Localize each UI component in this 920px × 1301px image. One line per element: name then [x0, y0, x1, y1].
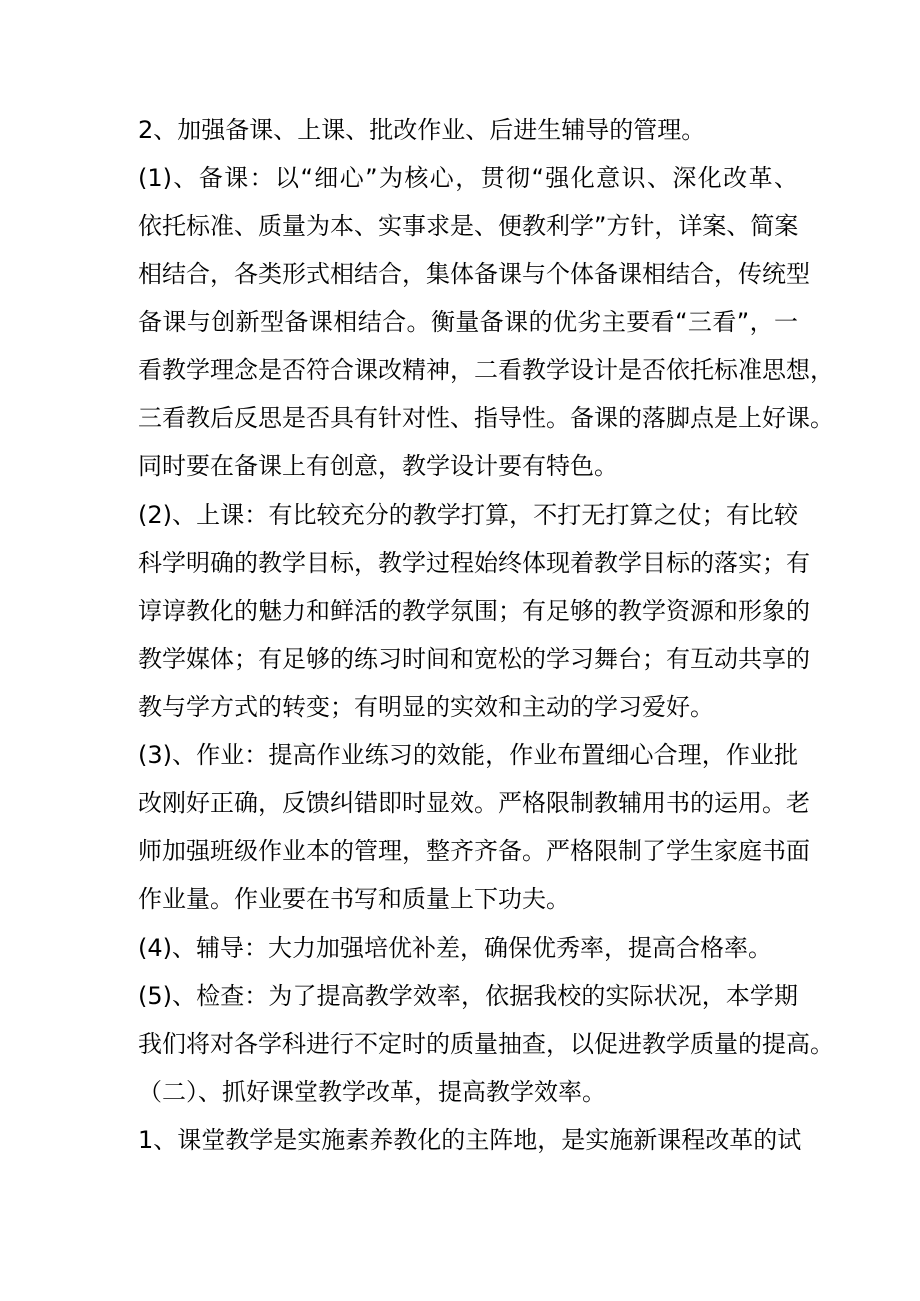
paragraph-line: 教与学方式的转变；有明显的实效和主动的学习爱好。 — [138, 693, 714, 721]
paragraph-line: (4)、辅导：大力加强培优补差，确保优秀率，提高合格率。 — [138, 934, 772, 962]
paragraph-line: 教学媒体；有足够的练习时间和宽松的学习舞台；有互动共享的 — [138, 645, 810, 673]
paragraph-line: 备课与创新型备课相结合。衡量备课的优劣主要看“三看”，一 — [138, 308, 798, 336]
paragraph-line: (5)、检查：为了提高教学效率，依据我校的实际状况，本学期 — [138, 982, 798, 1010]
paragraph-line: (1)、备课：以“细心”为核心，贯彻“强化意识、深化改革、 — [138, 164, 798, 192]
paragraph-line: 改刚好正确，反馈纠错即时显效。严格限制教辅用书的运用。老 — [138, 789, 810, 817]
paragraph-line: 作业量。作业要在书写和质量上下功夫。 — [138, 885, 570, 913]
paragraph-line: 我们将对各学科进行不定时的质量抽查，以促进教学质量的提高。 — [138, 1030, 834, 1058]
paragraph-line: 师加强班级作业本的管理，整齐齐备。严格限制了学生家庭书面 — [138, 837, 810, 865]
paragraph-line: 同时要在备课上有创意，教学设计要有特色。 — [138, 452, 618, 480]
paragraph-line: 三看教后反思是否具有针对性、指导性。备课的落脚点是上好课。 — [138, 404, 834, 432]
section-heading: （二）、抓好课堂教学改革，提高教学效率。 — [138, 1078, 606, 1106]
paragraph-line: 看教学理念是否符合课改精神，二看教学设计是否依托标准思想， — [138, 356, 834, 384]
paragraph-line: 依托标准、质量为本、实事求是、便教利学”方针，详案、简案 — [138, 212, 799, 240]
paragraph-line: (3)、作业：提高作业练习的效能，作业布置细心合理，作业批 — [138, 741, 798, 769]
paragraph-line: (2)、上课：有比较充分的教学打算，不打无打算之仗；有比较 — [138, 501, 798, 529]
paragraph-line: 相结合，各类形式相结合，集体备课与个体备课相结合，传统型 — [138, 260, 810, 288]
paragraph-line: 谆谆教化的魅力和鲜活的教学氛围；有足够的教学资源和形象的 — [138, 597, 810, 625]
paragraph-line: 科学明确的教学目标，教学过程始终体现着教学目标的落实；有 — [138, 549, 810, 577]
paragraph-line: 1、课堂教学是实施素养教化的主阵地，是实施新课程改革的试 — [138, 1126, 802, 1154]
section-heading: 2、加强备课、上课、批改作业、后进生辅导的管理。 — [138, 116, 706, 144]
